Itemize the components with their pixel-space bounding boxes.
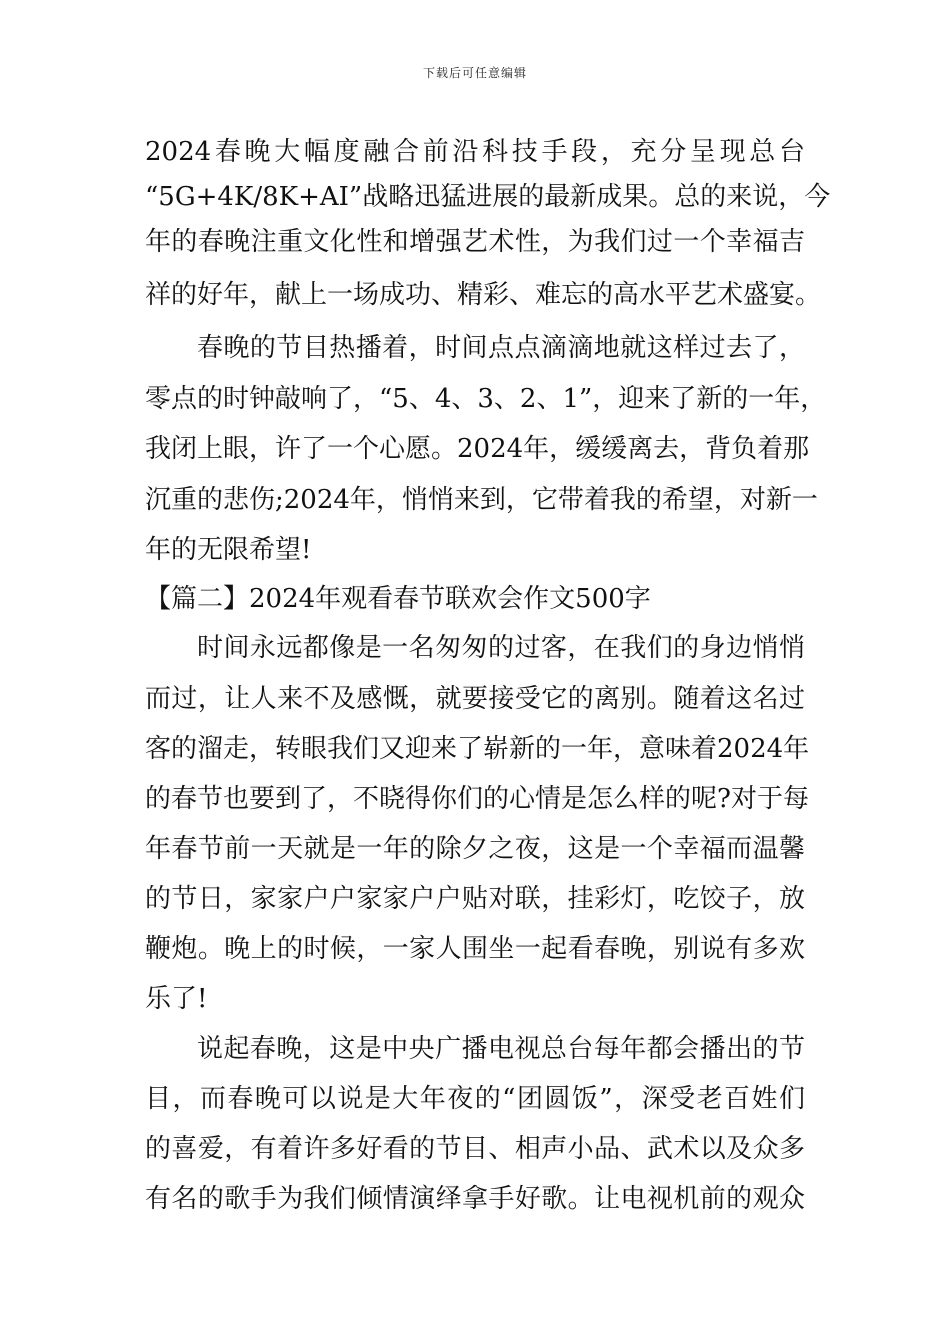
paragraph-line: 年的春晚注重文化性和增强艺术性，为我们过一个幸福吉 (145, 227, 805, 257)
section-heading: 【篇二】2024年观看春节联欢会作文500字 (145, 584, 651, 614)
paragraph-line: “5G+4K/8K+AI”战略迅猛进展的最新成果。总的来说，今 (145, 182, 831, 212)
paragraph-line: 2024春晚大幅度融合前沿科技手段，充分呈现总台 (145, 137, 805, 167)
paragraph-line: 的节日，家家户户家家户户贴对联，挂彩灯，吃饺子，放 (145, 884, 805, 914)
paragraph-line: 有名的歌手为我们倾情演绎拿手好歌。让电视机前的观众 (145, 1184, 805, 1214)
paragraph-line: 春晚的节目热播着，时间点点滴滴地就这样过去了， (197, 333, 805, 363)
paragraph-line: 目，而春晚可以说是大年夜的“团圆饭”，深受老百姓们 (145, 1084, 805, 1114)
paragraph-line: 零点的时钟敲响了，“5、4、3、2、1”，迎来了新的一年， (145, 384, 827, 414)
paragraph-line: 而过，让人来不及感慨，就要接受它的离别。随着这名过 (145, 684, 805, 714)
paragraph-line: 客的溜走，转眼我们又迎来了崭新的一年，意味着2024年 (145, 734, 810, 764)
paragraph-line: 祥的好年，献上一场成功、精彩、难忘的高水平艺术盛宴。 (145, 280, 822, 310)
paragraph-line: 年的无限希望! (145, 535, 312, 565)
paragraph-line: 乐了! (145, 984, 208, 1014)
paragraph-line: 鞭炮。晚上的时候，一家人围坐一起看春晚，别说有多欢 (145, 934, 805, 964)
page-header-note: 下载后可任意编辑 (422, 66, 527, 80)
paragraph-line: 时间永远都像是一名匆匆的过客，在我们的身边悄悄 (197, 633, 805, 663)
paragraph-line: 的春节也要到了，不晓得你们的心情是怎么样的呢?对于每 (145, 784, 809, 814)
paragraph-line: 的喜爱，有着许多好看的节目、相声小品、武术以及众多 (145, 1134, 805, 1164)
paragraph-line: 说起春晚，这是中央广播电视总台每年都会播出的节 (197, 1034, 805, 1064)
paragraph-line: 年春节前一天就是一年的除夕之夜，这是一个幸福而温馨 (145, 834, 805, 864)
paragraph-line: 沉重的悲伤;2024年，悄悄来到，它带着我的希望，对新一 (145, 485, 818, 515)
paragraph-line: 我闭上眼，许了一个心愿。2024年，缓缓离去，背负着那 (145, 434, 810, 464)
